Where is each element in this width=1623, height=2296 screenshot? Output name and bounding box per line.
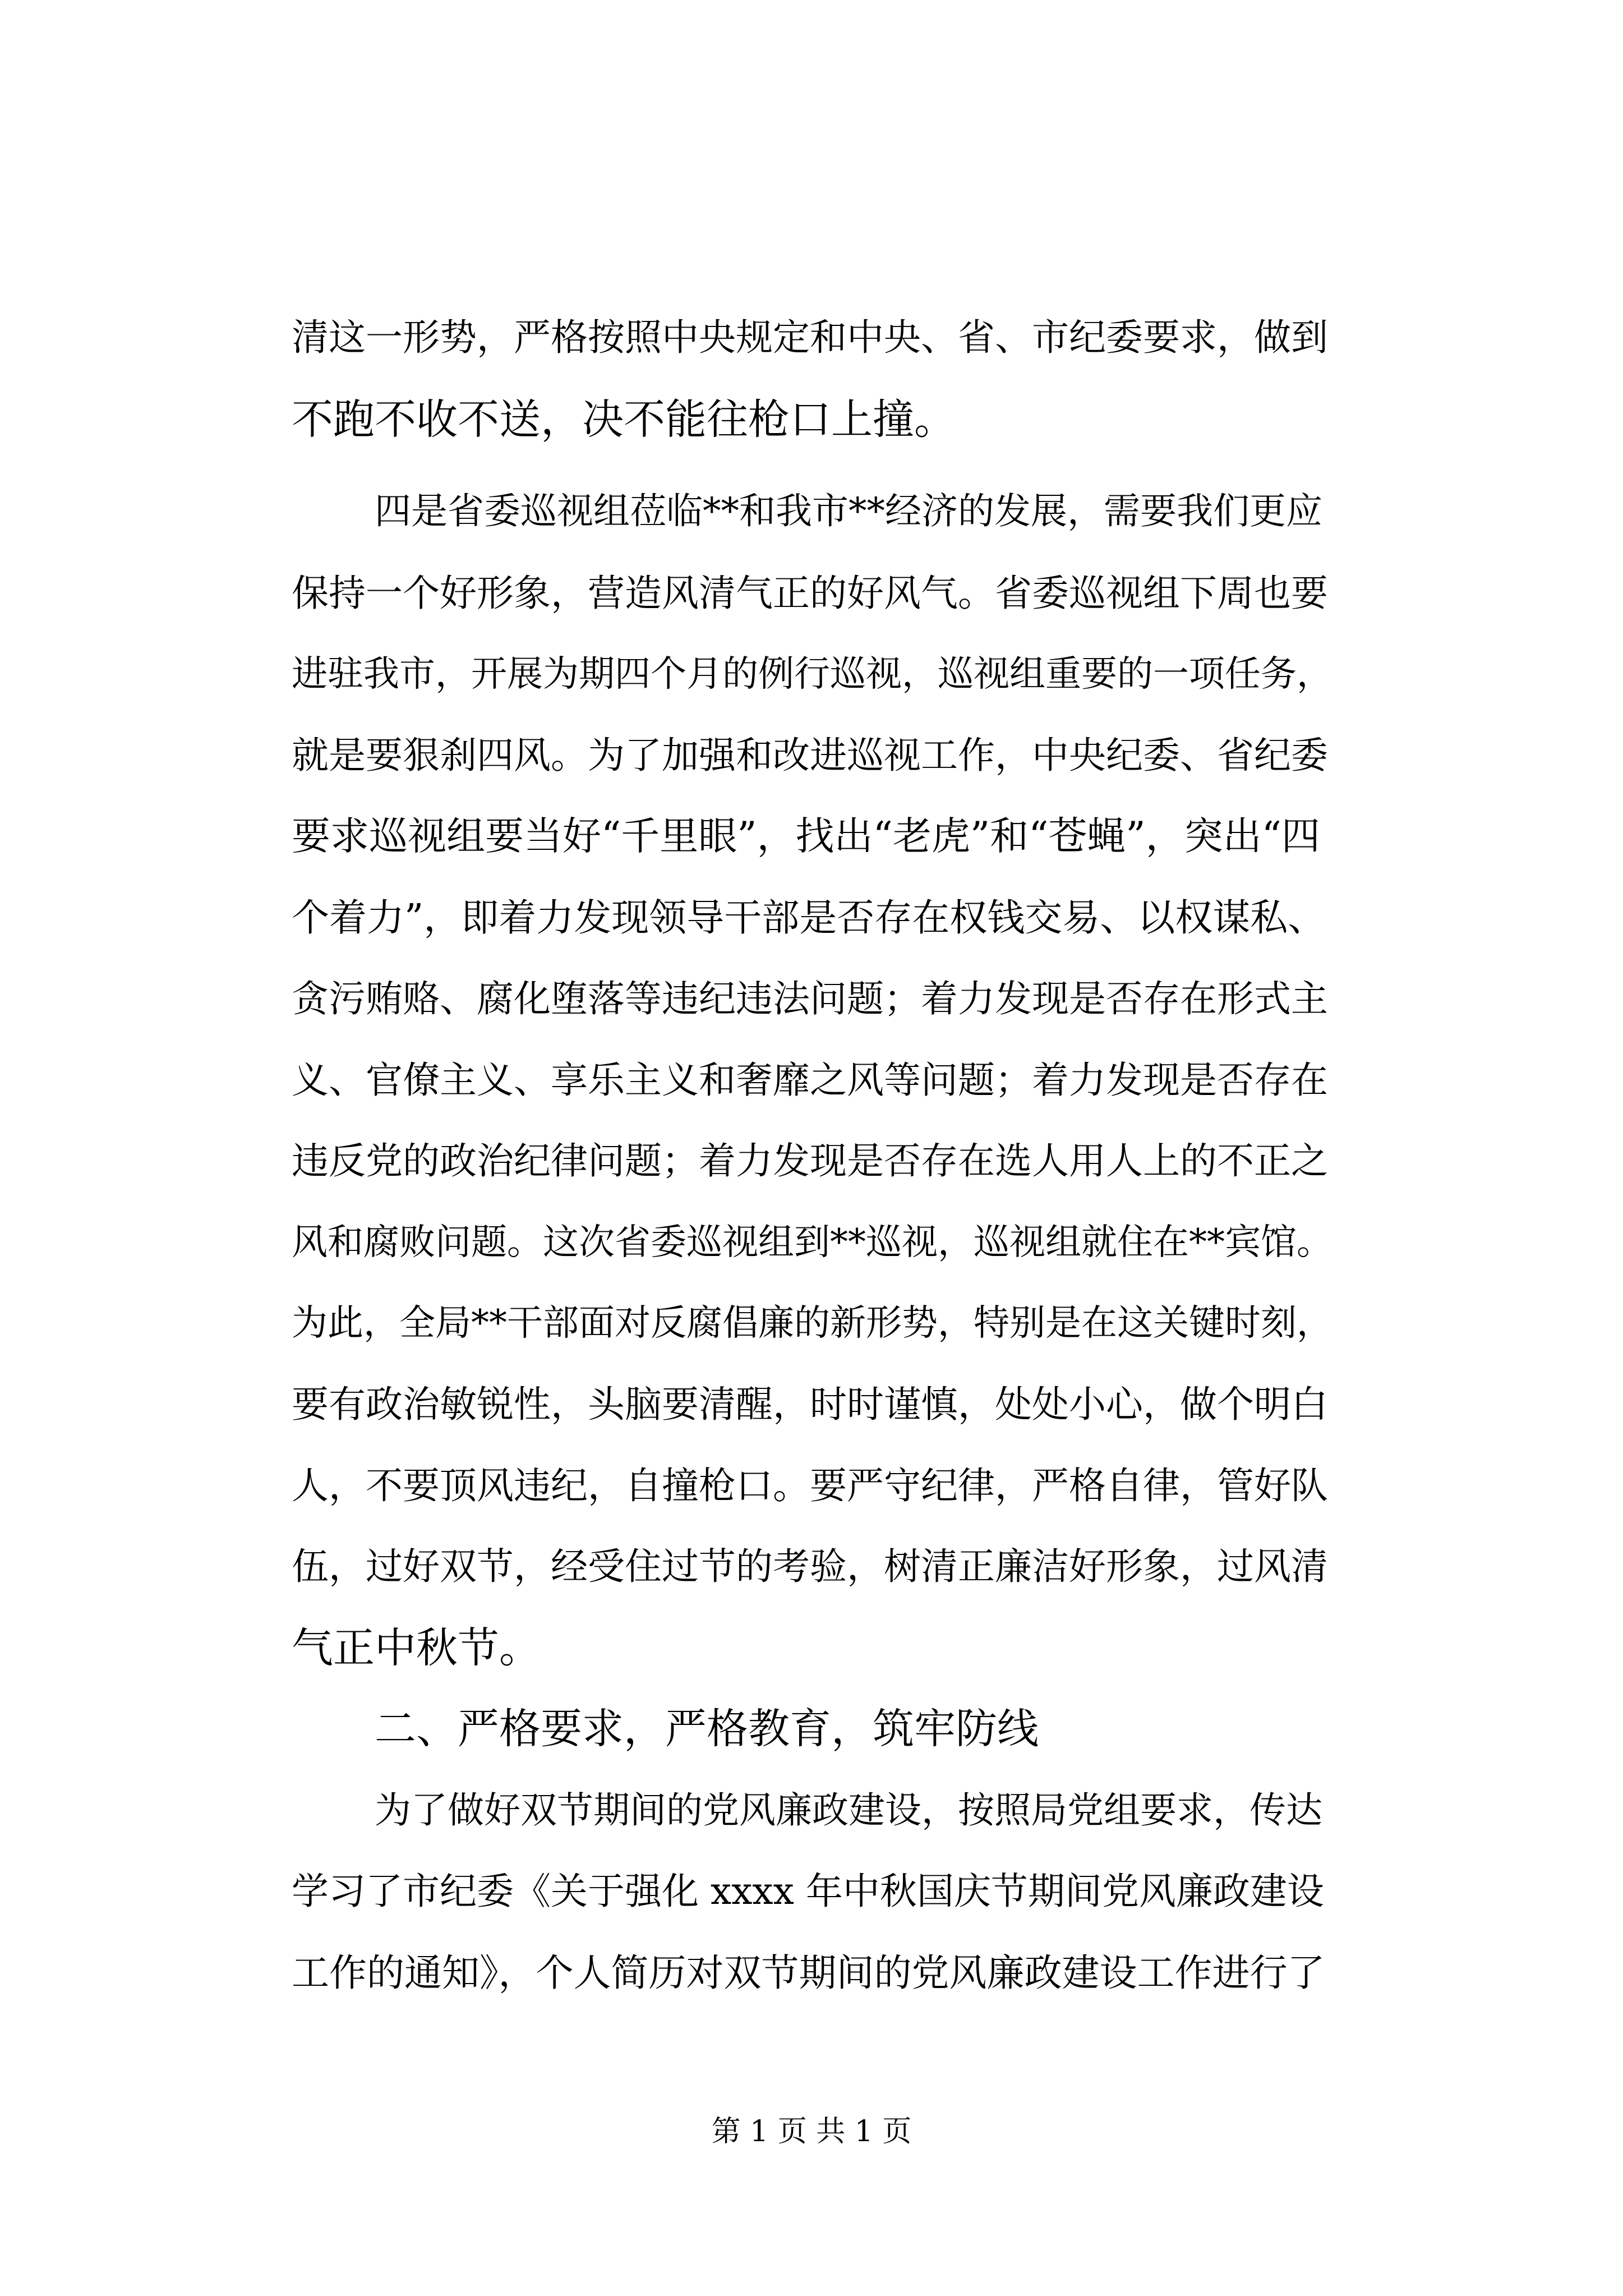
paragraph-start-line: 四是省委巡视组莅临**和我市**经济的发展，需要我们更应 [375, 490, 1323, 532]
text-line: 保持一个好形象，营造风清气正的好风气。省委巡视组下周也要 [292, 572, 1328, 615]
page-number-footer: 第 1 页 共 1 页 [711, 2115, 912, 2148]
text-line: 清这一形势，严格按照中央规定和中央、省、市纪委要求，做到 [292, 316, 1328, 359]
text-line: 伍，过好双节，经受住过节的考验，树清正廉洁好形象，过风清 [292, 1545, 1328, 1588]
text-line: 不跑不收不送，决不能往枪口上撞。 [292, 395, 956, 444]
section-heading: 二、严格要求，严格教育，筑牢防线 [375, 1705, 1039, 1753]
paragraph-start-line: 为了做好双节期间的党风廉政建设，按照局党组要求，传达 [375, 1789, 1323, 1832]
text-line: 工作的通知》，个人简历对双节期间的党风廉政建设工作进行了 [292, 1951, 1325, 1995]
text-line: 进驻我市，开展为期四个月的例行巡视，巡视组重要的一项任务， [292, 654, 1332, 695]
text-line: 气正中秋节。 [292, 1624, 541, 1672]
text-line: 要有政治敏锐性，头脑要清醒，时时谨慎，处处小心，做个明白 [292, 1383, 1328, 1426]
text-line: 人，不要顶风违纪，自撞枪口。要严守纪律，严格自律，管好队 [292, 1464, 1328, 1507]
text-line: 违反党的政治纪律问题；着力发现是否存在选人用人上的不正之 [292, 1139, 1328, 1182]
text-line: 就是要狠刹四风。为了加强和改进巡视工作，中央纪委、省纪委 [292, 734, 1328, 777]
text-line: 要求巡视组要当好“千里眼”，找出“老虎”和“苍蝇”，突出“四 [292, 814, 1320, 859]
text-line: 为此，全局**干部面对反腐倡廉的新形势，特别是在这关键时刻， [292, 1303, 1332, 1344]
text-line: 学习了市纪委《关于强化 xxxx 年中秋国庆节期间党风廉政建设 [292, 1870, 1324, 1913]
text-line: 贪污贿赂、腐化堕落等违纪违法问题；着力发现是否存在形式主 [292, 977, 1328, 1020]
text-line: 风和腐败问题。这次省委巡视组到**巡视，巡视组就住在**宾馆。 [292, 1222, 1332, 1263]
text-line: 义、官僚主义、享乐主义和奢靡之风等问题；着力发现是否存在 [292, 1059, 1328, 1102]
text-line: 个着力”，即着力发现领导干部是否存在权钱交易、以权谋私、 [292, 896, 1326, 940]
